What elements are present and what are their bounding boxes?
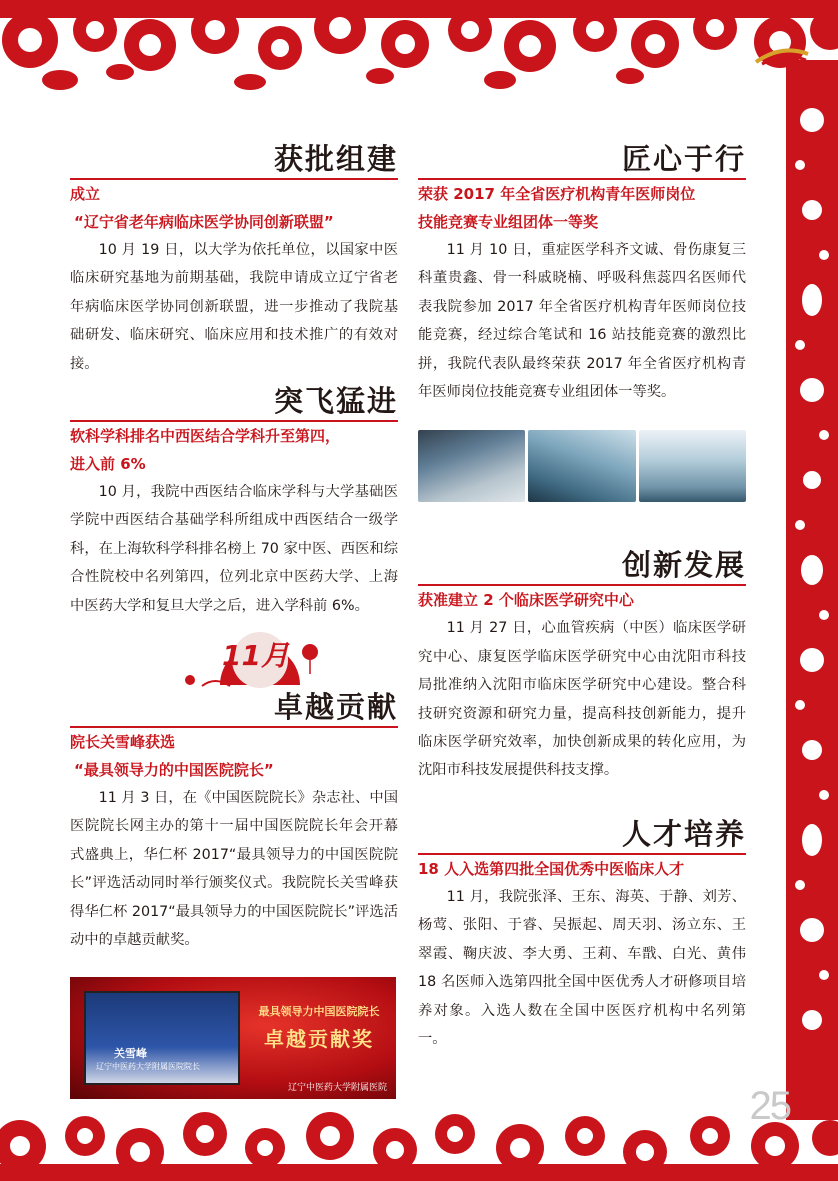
- award-video-still: [70, 977, 396, 1099]
- video-caption-subtitle: 辽宁中医药大学附属医院院长: [96, 1061, 200, 1071]
- body-craft: 11 月 10 日，重症医学科齐文诚、骨伤康复三科董贵鑫、骨一科戚晓楠、呼吸科焦蕊四名医师代表我院参加 2017 年全省医疗机构青年医师岗位技能竞赛，经过综合笔试和 16 站技能竞赛的激烈比拼，我院代表队最终荣获 2017 年全省医疗机构青年医师岗位技能竞赛专业组团体一等奖。: [418, 242, 746, 401]
- body-contribution: 11 月 3 日，在《中国医院院长》杂志社、中国医院院长网主办的第十一届中国医院院长年会开幕式盛典上，华仁杯 2017“最具领导力的中国医院院长”评选活动同时举行颁奖仪式。我院院长关雪峰获得华仁杯 2017“最具领导力的中国医院院长”评选活动中的卓越贡献奖。: [70, 790, 398, 949]
- headline-craft-2: 技能竞赛专业组团体一等奖: [418, 213, 599, 231]
- section-title-innovation: 创新发展: [418, 546, 746, 586]
- competition-photos: [418, 430, 746, 502]
- headline-contribution-1: 院长关雪峰获选: [70, 733, 176, 752]
- headline-craft-1: 荣获 2017 年全省医疗机构青年医师岗位: [418, 185, 696, 203]
- right-column: [418, 140, 746, 1053]
- body-innovation: 11 月 27 日，心血管疾病（中医）临床医学研究中心、康复医学临床医学研究中心由沈阳市科技局批准纳入沈阳市临床医学研究中心建设。整合科技研究资源和研究力量，提高科技创新能力，提升临床医学研究效率，加快创新成果的转化应用，为沈阳市科技发展提供科技支撑。: [418, 620, 746, 779]
- body-approval: 10 月 19 日，以大学为依托单位，以国家中医临床研究基地为前期基础，我院申请成立辽宁省老年病临床医学协同创新联盟，进一步推动了我院基础研发、临床研究、临床应用和技术推广的有效对接。: [70, 242, 398, 372]
- headline-approval-1: 成立: [70, 185, 101, 203]
- month-badge: [70, 630, 398, 688]
- video-award-line: 最具领导力中国医院院长: [258, 1004, 380, 1018]
- left-column: [70, 140, 398, 1099]
- section-title-craft: 匠心于行: [418, 140, 746, 180]
- page-number: 25: [749, 1084, 790, 1128]
- papercut-border-right: [776, 60, 838, 1120]
- video-caption-name: 关雪峰: [114, 1046, 147, 1060]
- headline-leap-2: 进入前 6%: [70, 455, 146, 474]
- section-title-leap: 突飞猛进: [70, 382, 398, 422]
- headline-innovation: 获准建立 2 个临床医学研究中心: [418, 591, 634, 610]
- headline-leap-1: 软科学科排名中西医结合学科升至第四，: [70, 427, 341, 446]
- headline-contribution-2: “最具领导力的中国医院院长”: [74, 761, 274, 780]
- headline-approval-2: “辽宁省老年病临床医学协同创新联盟”: [74, 213, 334, 231]
- month-label: 11月: [222, 639, 289, 673]
- papercut-border-bottom: [0, 1086, 838, 1181]
- section-title-talent: 人才培养: [418, 815, 746, 855]
- video-watermark: 辽宁中医药大学附属医院: [288, 1082, 388, 1093]
- section-title-contribution: 卓越贡献: [70, 688, 398, 728]
- papercut-border-top: [0, 0, 838, 105]
- body-talent: 11 月，我院张泽、王东、海英、于静、刘芳、杨莺、张阳、于睿、吴振起、周天羽、汤立东、王翠霞、鞠庆波、李大勇、王莉、车戬、白光、黄伟 18 名医师入选第四批全国中医优秀人才研修项目培养对象。入选人数在全国中医医疗机构中名列第一。: [418, 888, 746, 1047]
- video-award-title: 卓越贡献奖: [264, 1026, 374, 1051]
- body-leap: 10 月，我院中西医结合临床学科与大学基础医学院中西医结合基础学科所组成中西医结合一级学科，在上海软科学科排名榜上 70 家中医、西医和综合性院校中名列第四，位列北京中医药大学、上海中医药大学和复旦大学之后，进入学科前 6%。: [70, 484, 398, 614]
- competition-photo-3: [639, 430, 746, 502]
- competition-photo-2: [528, 430, 635, 502]
- competition-photo-1: [418, 430, 525, 502]
- section-title-approval: 获批组建: [70, 140, 398, 180]
- headline-talent: 18 人入选第四批全国优秀中医临床人才: [418, 859, 685, 878]
